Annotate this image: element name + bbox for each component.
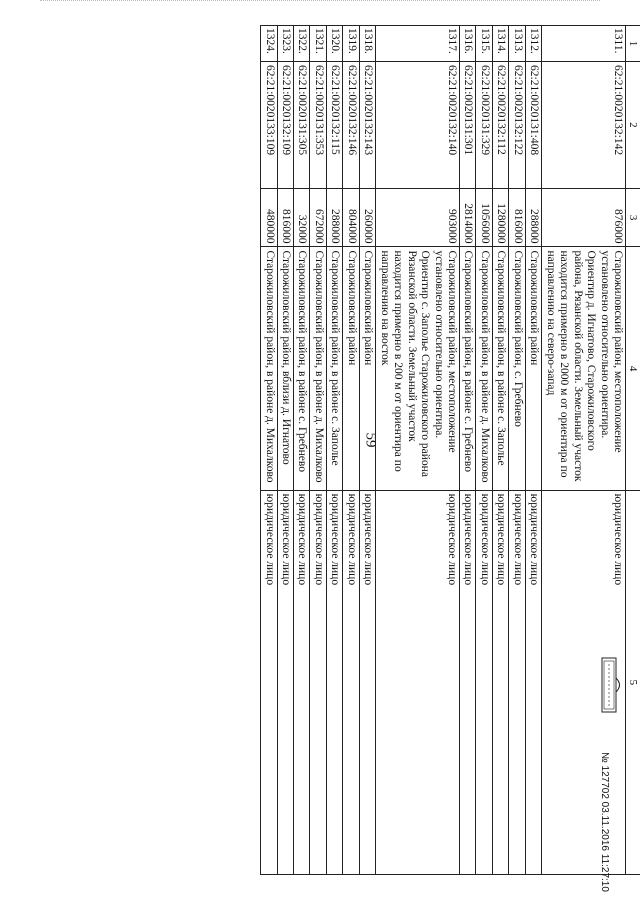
row-number: 1314. <box>492 26 508 62</box>
cadastral-number: 62:21:0020131:329 <box>476 62 492 189</box>
table-row <box>359 26 375 875</box>
owner-type: юридическое лицо <box>376 490 460 874</box>
cadastral-number: 62:21:0020132:109 <box>277 62 293 189</box>
row-number: 1322. <box>294 26 310 62</box>
location-text: Старожиловский район, с. Гребнево <box>509 247 525 490</box>
row-number: 1312. <box>525 26 541 62</box>
area-value: 672000 <box>310 188 326 247</box>
scan-edge-line <box>40 0 600 2</box>
rotated-table-wrapper <box>59 25 640 875</box>
row-number: 1321. <box>310 26 326 62</box>
location-text: Старожиловский район, местоположение установлено относительно ориентира. Ориентир д. Игнатово, Старожиловского района, Рязанской области. Земельный участок находится примерно в 2000 м от ориентира по направлению на северо-запад <box>542 247 626 490</box>
header-cell: 1 <box>626 26 640 62</box>
land-plots-table <box>260 25 640 875</box>
cadastral-number: 62:21:0020131:353 <box>310 62 326 189</box>
cadastral-number: 62:21:0020131:408 <box>525 62 541 189</box>
cadastral-number: 62:21:0020132:142 <box>542 62 626 189</box>
table-row <box>376 26 460 875</box>
table-row <box>492 26 508 875</box>
location-text: Старожиловский район <box>525 247 541 490</box>
owner-type: юридическое лицо <box>359 490 375 874</box>
owner-type: юридическое лицо <box>509 490 525 874</box>
owner-type: юридическое лицо <box>525 490 541 874</box>
cadastral-number: 62:21:0020132:140 <box>376 62 460 189</box>
location-text: Старожиловский район, в районе д. Михалково <box>261 247 277 490</box>
location-text: Старожиловский район, в районе с. Гребнево <box>294 247 310 490</box>
table-row <box>509 26 525 875</box>
area-value: 1280000 <box>492 188 508 247</box>
row-number: 1319. <box>343 26 359 62</box>
table-row <box>476 26 492 875</box>
area-value: 1056000 <box>476 188 492 247</box>
area-value: 816000 <box>277 188 293 247</box>
table-row <box>525 26 541 875</box>
cadastral-number: 62:21:0020132:112 <box>492 62 508 189</box>
location-text: Старожиловский район, в районе с. Заполье <box>492 247 508 490</box>
owner-type: юридическое лицо <box>310 490 326 874</box>
row-number: 1323. <box>277 26 293 62</box>
header-cell: 4 <box>626 247 640 490</box>
area-value: 288000 <box>525 188 541 247</box>
owner-type: юридическое лицо <box>542 490 626 874</box>
owner-type: юридическое лицо <box>277 490 293 874</box>
location-text: Старожиловский район, в районе д. Михалково <box>476 247 492 490</box>
cadastral-number: 62:21:0020131:305 <box>294 62 310 189</box>
header-cell: 5 <box>626 490 640 874</box>
area-value: 288000 <box>326 188 342 247</box>
owner-type: юридическое лицо <box>460 490 476 874</box>
cadastral-number: 62:21:0020132:115 <box>326 62 342 189</box>
registration-stamp <box>590 652 630 902</box>
table-row <box>310 26 326 875</box>
row-number: 1320. <box>326 26 342 62</box>
emblem-icon <box>598 652 624 718</box>
location-text: Старожиловский район, в районе с. Заполье <box>326 247 342 490</box>
area-value: 816000 <box>509 188 525 247</box>
cadastral-number: 62:21:0020132:146 <box>343 62 359 189</box>
area-value: 876000 <box>542 188 626 247</box>
row-number: 1318. <box>359 26 375 62</box>
cadastral-number: 62:21:0020132:143 <box>359 62 375 189</box>
owner-type: юридическое лицо <box>492 490 508 874</box>
area-value: 804000 <box>343 188 359 247</box>
row-number: 1315. <box>476 26 492 62</box>
stamp-text: № 127702 03.11.2016 11:27:10 <box>599 752 610 892</box>
cadastral-number: 62:21:0020131:301 <box>460 62 476 189</box>
owner-type: юридическое лицо <box>343 490 359 874</box>
area-value: 32000 <box>294 188 310 247</box>
table-row <box>261 26 277 875</box>
location-text: Старожиловский район, в районе с. Гребнево <box>460 247 476 490</box>
table-row <box>277 26 293 875</box>
area-value: 260000 <box>359 188 375 247</box>
row-number: 1324. <box>261 26 277 62</box>
owner-type: юридическое лицо <box>326 490 342 874</box>
owner-type: юридическое лицо <box>294 490 310 874</box>
location-text: Старожиловский район, вблизи д. Игнатово <box>277 247 293 490</box>
row-number: 1317. <box>376 26 460 62</box>
location-text: Старожиловский район, местоположение установлено относительно ориентира. Ориентир с. Заполье Старожиловского района Рязанской области. Земельный участок находится примерно в 200 м от ориентира по направлению на восток <box>376 247 460 490</box>
owner-type: юридическое лицо <box>476 490 492 874</box>
row-number: 1313. <box>509 26 525 62</box>
table-row <box>294 26 310 875</box>
table-row <box>343 26 359 875</box>
area-value: 903000 <box>376 188 460 247</box>
location-text: Старожиловский район <box>359 247 375 490</box>
row-number: 1316. <box>460 26 476 62</box>
location-text: Старожиловский район, в районе д. Михалково <box>310 247 326 490</box>
row-number: 1311. <box>542 26 626 62</box>
header-cell: 3 <box>626 188 640 247</box>
table-row <box>460 26 476 875</box>
area-value: 2814000 <box>460 188 476 247</box>
page-number: 59 <box>362 432 379 448</box>
cadastral-number: 62:21:0020132:122 <box>509 62 525 189</box>
table-row <box>326 26 342 875</box>
cadastral-number: 62:21:0020133:109 <box>261 62 277 189</box>
area-value: 480000 <box>261 188 277 247</box>
header-cell: 2 <box>626 62 640 189</box>
owner-type: юридическое лицо <box>261 490 277 874</box>
location-text: Старожиловский район <box>343 247 359 490</box>
